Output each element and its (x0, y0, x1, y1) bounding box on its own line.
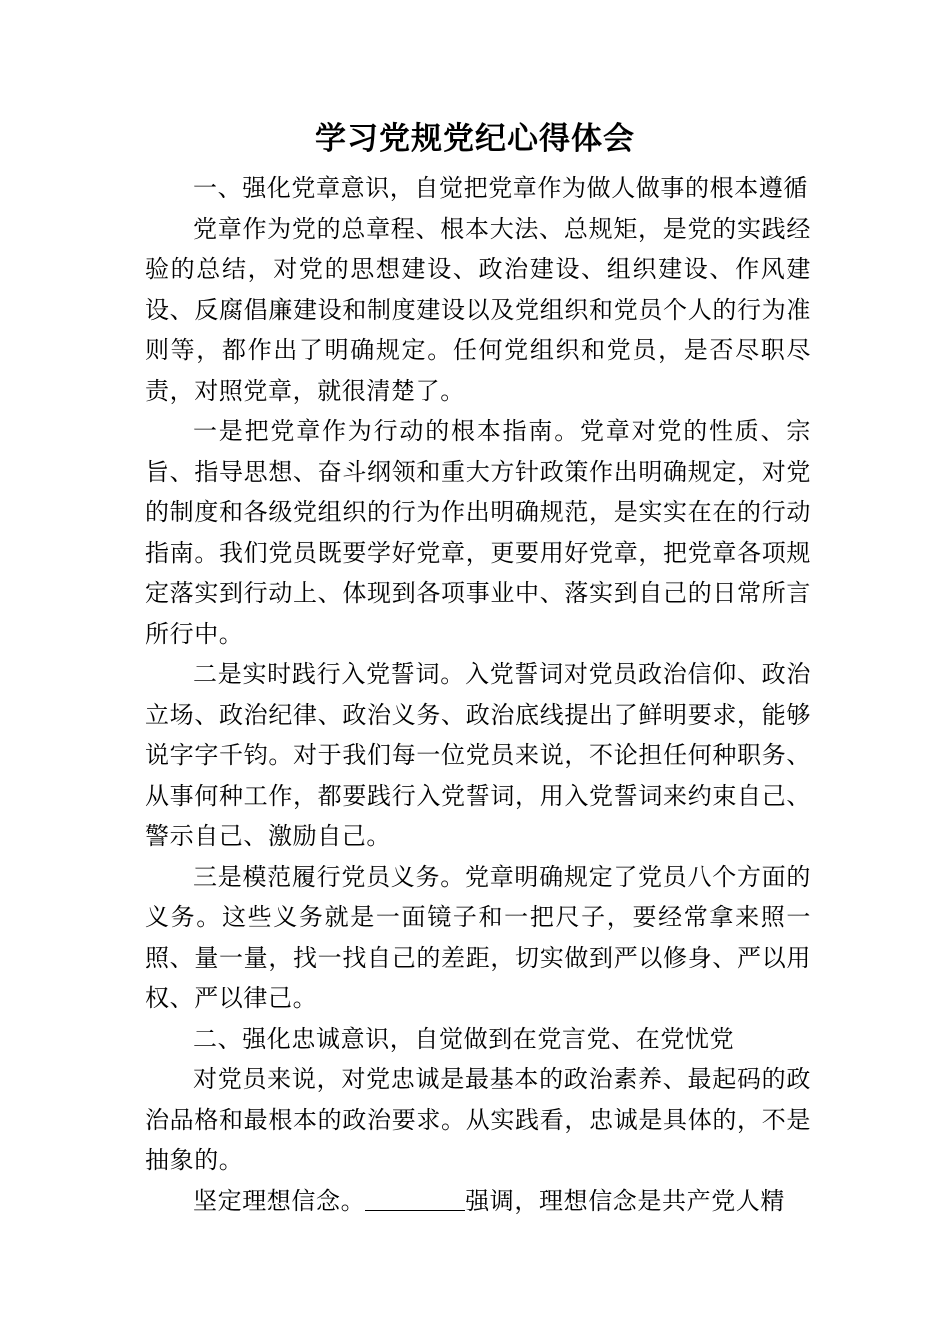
document-body (145, 168, 811, 1221)
paragraph-text-start: 坚定理想信念。 (193, 1186, 366, 1215)
redacted-blank (365, 1186, 465, 1211)
section-heading-1: 一、强化党章意识，自觉把党章作为做人做事的根本遵循 (193, 174, 808, 202)
paragraph-truncated (145, 1181, 811, 1222)
paragraph: 一是把党章作为行动的根本指南。党章对党的性质、宗旨、指导思想、奋斗纲领和重大方针政策作出明确规定，对党的制度和各级党组织的行为作出明确规范，是实实在在的行动指南。我们党员既要学好党章，更要用好党章，把党章各项规定落实到行动上、体现到各项事业中、落实到自己的日常所言所行中。 (145, 417, 811, 648)
paragraph: 三是模范履行党员义务。党章明确规定了党员八个方面的义务。这些义务就是一面镜子和一把尺子，要经常拿来照一照、量一量，找一找自己的差距，切实做到严以修身、严以用权、严以律己。 (145, 862, 811, 1012)
section-heading-2: 二、强化忠诚意识，自觉做到在党言党、在党忧党 (193, 1024, 735, 1053)
paragraph: 对党员来说，对党忠诚是最基本的政治素养、最起码的政治品格和最根本的政治要求。从实践看，忠诚是具体的，不是抽象的。 (145, 1065, 811, 1174)
paragraph-text-end: 强调，理想信念是共产党人精 (465, 1186, 786, 1215)
paragraph: 二是实时践行入党誓词。入党誓词对党员政治信仰、政治立场、政治纪律、政治义务、政治底线提出了鲜明要求，能够说字字千钧。对于我们每一位党员来说，不论担任何种职务、从事何种工作，都要践行入党誓词，用入党誓词来约束自己、警示自己、激励自己。 (145, 660, 811, 850)
paragraph: 党章作为党的总章程、根本大法、总规矩，是党的实践经验的总结，对党的思想建设、政治建设、组织建设、作风建设、反腐倡廉建设和制度建设以及党组织和党员个人的行为准则等，都作出了明确规定。任何党组织和党员，是否尽职尽责，对照党章，就很清楚了。 (145, 214, 811, 405)
document-title: 学习党规党纪心得体会 (315, 121, 635, 157)
